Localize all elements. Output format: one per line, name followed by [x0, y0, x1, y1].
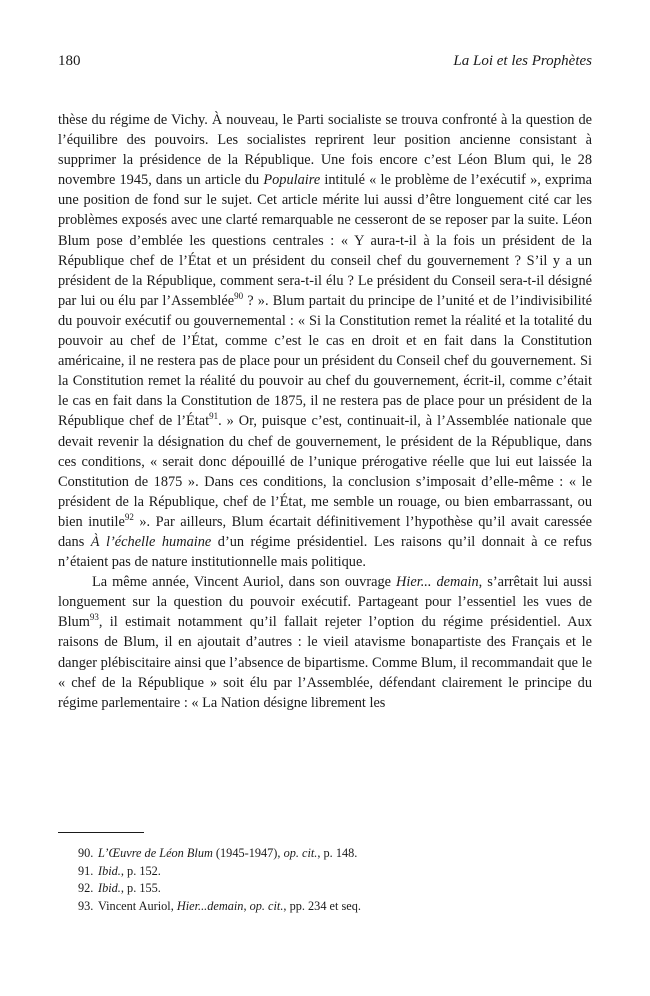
text-run: d’un régime présidentiel. Les raisons qu’il donnait à ce refus n’étaient pas de nature institutionnelle mais politique. — [58, 533, 592, 571]
footnote — [58, 863, 592, 881]
text-run: , s’arrêtait lui aussi longuement sur la question du pouvoir exécutif. Partageant pour l’essentiel les vues de Blum — [58, 574, 592, 631]
text-run: , pp. 234 et seq. — [283, 898, 361, 913]
italic-text: Populaire — [263, 172, 321, 189]
text-run: , p. 148. — [317, 846, 358, 860]
text-run: , p. 152. — [120, 863, 161, 878]
text-run: La même année, Vincent Auriol, dans son ouvrage — [92, 574, 396, 591]
page-number: 180 — [58, 53, 81, 69]
text-run: . » Or, puisque c’est, continuait-il, à l’Assemblée nationale que devait revenir la désignation du chef de gouvernement, le président de la République, dans ces conditions, « serait donc dépouillé de l’unique prérogative réelle que lui eut laissée la Constitution de 1875 ». Dans ces conditions, la conclusion s’imposait d’elle-même : « le président de la République, chef de l’État, me semble un rouage, ou bien embarrassant, ou bien inutile — [58, 413, 592, 530]
italic-text: Ibid. — [98, 881, 121, 896]
text-run: , p. 155. — [120, 881, 161, 896]
footnote-number: 93. — [78, 898, 94, 913]
italic-text: op. cit. — [283, 846, 318, 860]
body-text — [58, 110, 592, 713]
running-head — [58, 52, 592, 70]
text-run: , — [243, 898, 250, 913]
text-run: (1945-1947), — [212, 846, 284, 860]
italic-text: Ibid. — [98, 863, 121, 878]
text-run: thèse du régime de Vichy. À nouveau, le Parti socialiste se trouva confronté à la question de l’équilibre des pouvoirs. Les socialistes reprirent leur position ancienne consistant à supprimer la présidence de la République. Une fois encore c’est Léon Blum qui, le 28 novembre 1945, dans un article du — [58, 112, 592, 189]
italic-text: À l’échelle humaine — [90, 533, 212, 550]
footnote — [58, 880, 592, 898]
footnote-number: 90. — [78, 846, 94, 860]
paragraph — [58, 110, 592, 572]
footnote-ref: 91 — [209, 411, 219, 422]
book-page — [58, 52, 592, 913]
text-run: , il estimait notamment qu’il fallait rejeter l’option du régime présidentiel. Aux raisons de Blum, il en ajoutait d’autres : le vieil atavisme bonapartiste des Français et le danger plébiscitaire ainsi que l’absence de bipartisme. Comme Blum, il recommandait que le « chef de la République » soit élu par l’Assemblée, défendant clairement le principe du régime parlementaire : « La Nation désigne librement les — [58, 614, 592, 711]
italic-text: Hier... demain — [396, 574, 479, 591]
footnote-rule — [58, 832, 144, 833]
footnote-number: 92. — [78, 881, 94, 896]
paragraph — [58, 572, 592, 713]
italic-text: Hier...demain — [176, 898, 244, 913]
text-run: ? ». Blum partait du principe de l’unité et de l’indivisibilité du pouvoir exécutif ou gouvernemental : « Si la Constitution remet la réalité et la totalité du pouvoir au chef de l’État, comme c’est le cas en droit et en fait dans la Constitution américaine, il ne restera pas de place pour un président du Conseil chef du gouvernement. Si la Constitution remet la réalité du pouvoir au chef du gouvernement, écrit-il, comme c’était le cas en fait dans la Constitution de 1875, il ne restera pas de place pour un président de la République chef de l’État — [58, 292, 592, 430]
footnote-ref: 92 — [124, 512, 134, 523]
running-title: La Loi et les Prophètes — [453, 53, 592, 69]
text-run: Vincent Auriol, — [98, 898, 177, 913]
text-run: ». Par ailleurs, Blum écartait définitivement l’hypothèse qu’il avait caressée dans — [58, 513, 592, 550]
footnotes — [58, 845, 592, 915]
footnote-number: 91. — [78, 863, 94, 878]
italic-text: L’Œuvre de Léon Blum — [98, 846, 213, 860]
footnote-ref: 93 — [89, 612, 99, 623]
footnote-ref: 90 — [234, 291, 244, 302]
footnote — [58, 898, 592, 916]
text-run: intitulé « le problème de l’exécutif », exprima une position de fond sur le sujet. Cet article mérite lui aussi d’être longuement cité car les problèmes exposés avec une clarté remarquable ne cesseront de se reposer par la suite. Léon Blum pose d’emblée les questions centrales : « Y aura-t-il à la fois un président de la République chef de l’État et un président du conseil chef du gouvernement ? S’il y a un président de la République, comment sera-t-il élu ? Le président du Conseil sera-t-il désigné par lui ou élu par l’Assemblée — [58, 172, 592, 309]
footnote — [58, 845, 592, 863]
italic-text: op. cit. — [249, 898, 284, 913]
